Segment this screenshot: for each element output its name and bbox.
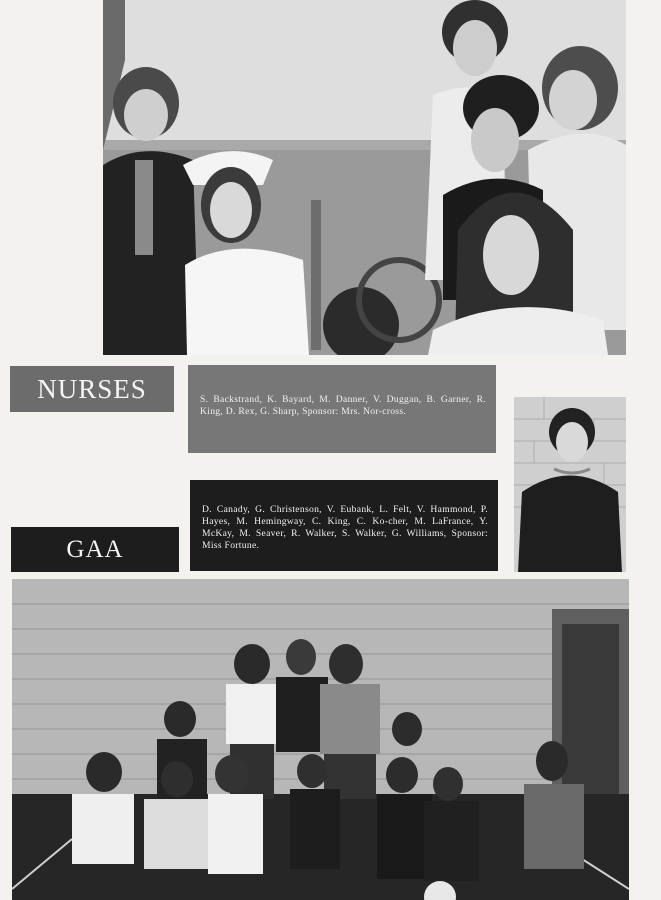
gaa-title: GAA <box>11 527 179 572</box>
gaa-member-list <box>190 480 498 571</box>
nurses-title: NURSES <box>10 366 174 412</box>
nurses-group-photo <box>103 0 626 355</box>
gaa-member-names: D. Canady, G. Christenson, V. Eubank, L. Felt, V. Hammond, P. Hayes, M. Hemingway, C. King, C. Ko-cher, M. LaFrance, Y. McKay, M. Seaver, R. Walker, S. Walker, G. Williams, Sponsor: Miss Fortune. <box>202 504 488 551</box>
sponsor-portrait-photo <box>514 397 626 572</box>
nurses-member-list <box>188 365 496 453</box>
gaa-group-photo <box>12 579 629 900</box>
nurses-member-names: S. Backstrand, K. Bayard, M. Danner, V. Duggan, B. Garner, R. King, D. Rex, G. Sharp, Sponsor: Mrs. Nor-cross. <box>200 394 486 417</box>
